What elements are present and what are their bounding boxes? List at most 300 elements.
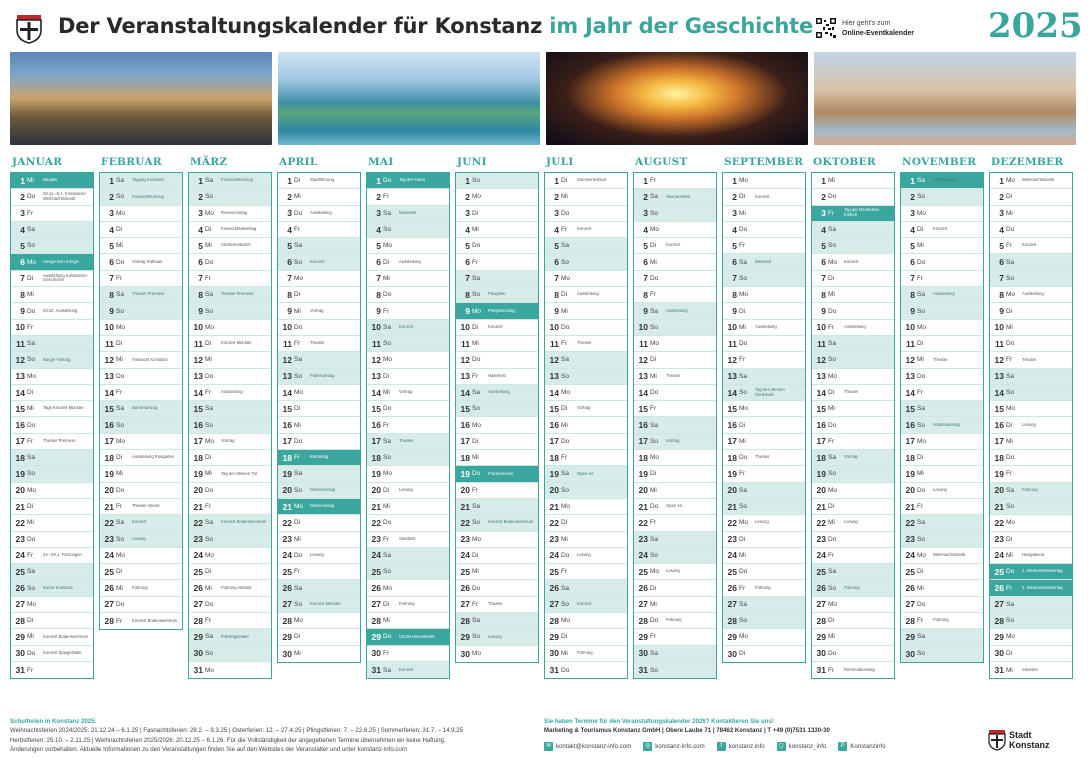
day-row[interactable]	[812, 532, 894, 548]
day-row[interactable]	[990, 369, 1072, 385]
day-row[interactable]	[100, 417, 182, 433]
day-row[interactable]	[634, 189, 716, 205]
day-row[interactable]	[11, 254, 93, 270]
day-row[interactable]	[367, 222, 449, 238]
day-row[interactable]	[456, 369, 538, 385]
day-row[interactable]	[278, 173, 360, 189]
day-row[interactable]	[723, 303, 805, 319]
day-row[interactable]	[812, 515, 894, 531]
day-row[interactable]	[723, 287, 805, 303]
day-row[interactable]	[100, 173, 182, 189]
day-row[interactable]	[812, 271, 894, 287]
day-row[interactable]	[189, 580, 271, 596]
day-row[interactable]	[278, 369, 360, 385]
day-row[interactable]	[456, 417, 538, 433]
day-row[interactable]	[278, 548, 360, 564]
day-row[interactable]	[278, 515, 360, 531]
day-row[interactable]	[723, 189, 805, 205]
day-row[interactable]	[456, 548, 538, 564]
day-row[interactable]	[11, 466, 93, 482]
day-row[interactable]	[367, 662, 449, 678]
day-row[interactable]	[545, 222, 627, 238]
day-row[interactable]	[634, 320, 716, 336]
day-row[interactable]	[812, 613, 894, 629]
web-link[interactable]: ◎ konstanz-info.com	[645, 742, 705, 750]
day-row[interactable]	[901, 417, 983, 433]
day-row[interactable]	[634, 254, 716, 270]
day-row[interactable]	[100, 189, 182, 205]
day-row[interactable]	[11, 222, 93, 238]
day-row[interactable]	[812, 369, 894, 385]
day-row[interactable]	[990, 417, 1072, 433]
day-row[interactable]	[189, 466, 271, 482]
facebook-link[interactable]: f konstanz.info	[717, 742, 765, 751]
day-row[interactable]	[367, 434, 449, 450]
day-row[interactable]	[990, 173, 1072, 189]
day-row[interactable]	[456, 597, 538, 613]
day-row[interactable]	[545, 434, 627, 450]
day-row[interactable]	[100, 597, 182, 613]
day-row[interactable]	[278, 206, 360, 222]
day-row[interactable]	[901, 238, 983, 254]
day-row[interactable]	[367, 450, 449, 466]
day-row[interactable]	[367, 597, 449, 613]
day-row[interactable]	[812, 173, 894, 189]
day-row[interactable]	[367, 515, 449, 531]
day-row[interactable]	[812, 254, 894, 270]
day-row[interactable]	[812, 303, 894, 319]
day-row[interactable]	[11, 385, 93, 401]
day-row[interactable]	[723, 336, 805, 352]
day-row[interactable]	[545, 385, 627, 401]
day-row[interactable]	[100, 369, 182, 385]
day-row[interactable]	[634, 303, 716, 319]
day-row[interactable]	[367, 369, 449, 385]
day-row[interactable]	[189, 564, 271, 580]
day-row[interactable]	[723, 548, 805, 564]
day-row[interactable]	[278, 564, 360, 580]
instagram-link[interactable]: ◻ konstanz_info	[778, 742, 827, 750]
day-row[interactable]	[278, 450, 360, 466]
day-row[interactable]	[901, 320, 983, 336]
day-row[interactable]	[812, 499, 894, 515]
day-row[interactable]	[367, 580, 449, 596]
day-row[interactable]	[11, 303, 93, 319]
day-row[interactable]	[456, 434, 538, 450]
day-row[interactable]	[11, 646, 93, 662]
day-row[interactable]	[189, 499, 271, 515]
day-row[interactable]	[901, 629, 983, 645]
day-row[interactable]	[634, 613, 716, 629]
pinterest-link[interactable]: P Konstanzinfo	[838, 742, 885, 751]
day-row[interactable]	[990, 597, 1072, 613]
day-row[interactable]	[278, 189, 360, 205]
day-row[interactable]	[812, 352, 894, 368]
day-row[interactable]	[812, 320, 894, 336]
day-row[interactable]	[278, 417, 360, 433]
day-row[interactable]	[456, 222, 538, 238]
day-row[interactable]	[456, 401, 538, 417]
day-row[interactable]	[189, 320, 271, 336]
day-row[interactable]	[367, 189, 449, 205]
day-row[interactable]	[634, 173, 716, 189]
day-row[interactable]	[990, 466, 1072, 482]
day-row[interactable]	[634, 532, 716, 548]
day-row[interactable]	[634, 564, 716, 580]
day-row[interactable]	[100, 515, 182, 531]
day-row[interactable]	[545, 320, 627, 336]
day-row[interactable]	[901, 613, 983, 629]
day-row[interactable]	[901, 189, 983, 205]
day-row[interactable]	[723, 352, 805, 368]
day-row[interactable]	[11, 189, 93, 205]
day-row[interactable]	[812, 662, 894, 678]
day-row[interactable]	[189, 336, 271, 352]
day-row[interactable]	[901, 173, 983, 189]
day-row[interactable]	[990, 564, 1072, 580]
day-row[interactable]	[456, 515, 538, 531]
day-row[interactable]	[901, 352, 983, 368]
day-row[interactable]	[278, 401, 360, 417]
day-row[interactable]	[11, 450, 93, 466]
day-row[interactable]	[456, 629, 538, 645]
day-row[interactable]	[990, 499, 1072, 515]
day-row[interactable]	[723, 629, 805, 645]
day-row[interactable]	[456, 352, 538, 368]
day-row[interactable]	[901, 271, 983, 287]
day-row[interactable]	[189, 303, 271, 319]
day-row[interactable]	[990, 483, 1072, 499]
email-link[interactable]: ✉ kontakt@konstanz-info.com	[545, 742, 632, 750]
day-row[interactable]	[456, 287, 538, 303]
day-row[interactable]	[990, 287, 1072, 303]
day-row[interactable]	[367, 320, 449, 336]
day-row[interactable]	[367, 385, 449, 401]
day-row[interactable]	[189, 222, 271, 238]
day-row[interactable]	[367, 466, 449, 482]
day-row[interactable]	[11, 483, 93, 499]
day-row[interactable]	[456, 466, 538, 482]
day-row[interactable]	[100, 483, 182, 499]
day-row[interactable]	[189, 483, 271, 499]
day-row[interactable]	[367, 532, 449, 548]
day-row[interactable]	[189, 352, 271, 368]
day-row[interactable]	[723, 271, 805, 287]
day-row[interactable]	[11, 320, 93, 336]
day-row[interactable]	[11, 369, 93, 385]
day-row[interactable]	[278, 222, 360, 238]
day-row[interactable]	[456, 303, 538, 319]
day-row[interactable]	[723, 450, 805, 466]
day-row[interactable]	[367, 499, 449, 515]
day-row[interactable]	[189, 271, 271, 287]
day-row[interactable]	[100, 466, 182, 482]
day-row[interactable]	[278, 434, 360, 450]
day-row[interactable]	[456, 450, 538, 466]
day-row[interactable]	[812, 434, 894, 450]
day-row[interactable]	[634, 646, 716, 662]
day-row[interactable]	[100, 206, 182, 222]
day-row[interactable]	[278, 597, 360, 613]
day-row[interactable]	[812, 287, 894, 303]
day-row[interactable]	[11, 499, 93, 515]
day-row[interactable]	[723, 238, 805, 254]
day-row[interactable]	[990, 613, 1072, 629]
day-row[interactable]	[634, 222, 716, 238]
day-row[interactable]	[11, 548, 93, 564]
day-row[interactable]	[812, 646, 894, 662]
day-row[interactable]	[901, 532, 983, 548]
day-row[interactable]	[11, 564, 93, 580]
day-row[interactable]	[189, 515, 271, 531]
day-row[interactable]	[545, 254, 627, 270]
day-row[interactable]	[901, 515, 983, 531]
day-row[interactable]	[634, 385, 716, 401]
day-row[interactable]	[990, 580, 1072, 596]
day-row[interactable]	[189, 206, 271, 222]
online-calendar-link[interactable]: Hier geht's zum Online-Eventkalender	[842, 20, 914, 37]
day-row[interactable]	[367, 564, 449, 580]
day-row[interactable]	[634, 369, 716, 385]
day-row[interactable]	[11, 434, 93, 450]
day-row[interactable]	[456, 271, 538, 287]
day-row[interactable]	[723, 597, 805, 613]
day-row[interactable]	[545, 646, 627, 662]
day-row[interactable]	[634, 483, 716, 499]
day-row[interactable]	[11, 336, 93, 352]
day-row[interactable]	[11, 206, 93, 222]
day-row[interactable]	[100, 434, 182, 450]
day-row[interactable]	[456, 238, 538, 254]
day-row[interactable]	[545, 613, 627, 629]
day-row[interactable]	[545, 499, 627, 515]
day-row[interactable]	[723, 564, 805, 580]
day-row[interactable]	[100, 580, 182, 596]
day-row[interactable]	[11, 580, 93, 596]
day-row[interactable]	[11, 613, 93, 629]
day-row[interactable]	[456, 254, 538, 270]
day-row[interactable]	[189, 629, 271, 645]
day-row[interactable]	[990, 629, 1072, 645]
day-row[interactable]	[456, 189, 538, 205]
day-row[interactable]	[278, 385, 360, 401]
day-row[interactable]	[812, 548, 894, 564]
day-row[interactable]	[278, 271, 360, 287]
day-row[interactable]	[11, 417, 93, 433]
day-row[interactable]	[456, 320, 538, 336]
day-row[interactable]	[189, 189, 271, 205]
day-row[interactable]	[456, 499, 538, 515]
day-row[interactable]	[723, 434, 805, 450]
day-row[interactable]	[723, 483, 805, 499]
day-row[interactable]	[189, 173, 271, 189]
day-row[interactable]	[100, 271, 182, 287]
day-row[interactable]	[634, 499, 716, 515]
day-row[interactable]	[901, 303, 983, 319]
day-row[interactable]	[990, 238, 1072, 254]
day-row[interactable]	[990, 352, 1072, 368]
day-row[interactable]	[990, 189, 1072, 205]
day-row[interactable]	[545, 466, 627, 482]
day-row[interactable]	[901, 206, 983, 222]
day-row[interactable]	[456, 580, 538, 596]
day-row[interactable]	[812, 483, 894, 499]
day-row[interactable]	[901, 287, 983, 303]
day-row[interactable]	[990, 271, 1072, 287]
day-row[interactable]	[634, 548, 716, 564]
day-row[interactable]	[456, 564, 538, 580]
day-row[interactable]	[278, 336, 360, 352]
day-row[interactable]	[723, 206, 805, 222]
day-row[interactable]	[545, 287, 627, 303]
day-row[interactable]	[11, 271, 93, 287]
day-row[interactable]	[545, 580, 627, 596]
day-row[interactable]	[278, 320, 360, 336]
day-row[interactable]	[367, 417, 449, 433]
day-row[interactable]	[189, 532, 271, 548]
day-row[interactable]	[456, 206, 538, 222]
day-row[interactable]	[367, 287, 449, 303]
day-row[interactable]	[901, 580, 983, 596]
day-row[interactable]	[812, 336, 894, 352]
day-row[interactable]	[545, 303, 627, 319]
day-row[interactable]	[278, 352, 360, 368]
day-row[interactable]	[545, 515, 627, 531]
day-row[interactable]	[634, 417, 716, 433]
day-row[interactable]	[545, 238, 627, 254]
day-row[interactable]	[11, 629, 93, 645]
day-row[interactable]	[11, 352, 93, 368]
day-row[interactable]	[723, 173, 805, 189]
day-row[interactable]	[990, 515, 1072, 531]
day-row[interactable]	[278, 287, 360, 303]
day-row[interactable]	[11, 401, 93, 417]
day-row[interactable]	[545, 483, 627, 499]
day-row[interactable]	[723, 499, 805, 515]
day-row[interactable]	[189, 646, 271, 662]
day-row[interactable]	[11, 173, 93, 189]
day-row[interactable]	[367, 303, 449, 319]
day-row[interactable]	[545, 417, 627, 433]
day-row[interactable]	[634, 238, 716, 254]
day-row[interactable]	[723, 417, 805, 433]
day-row[interactable]	[812, 385, 894, 401]
qr-code-icon[interactable]	[816, 18, 836, 38]
day-row[interactable]	[100, 222, 182, 238]
day-row[interactable]	[634, 336, 716, 352]
day-row[interactable]	[812, 401, 894, 417]
day-row[interactable]	[367, 254, 449, 270]
day-row[interactable]	[901, 499, 983, 515]
day-row[interactable]	[100, 548, 182, 564]
day-row[interactable]	[990, 206, 1072, 222]
day-row[interactable]	[990, 434, 1072, 450]
day-row[interactable]	[723, 532, 805, 548]
day-row[interactable]	[367, 352, 449, 368]
day-row[interactable]	[189, 434, 271, 450]
day-row[interactable]	[100, 303, 182, 319]
day-row[interactable]	[634, 450, 716, 466]
day-row[interactable]	[901, 401, 983, 417]
day-row[interactable]	[100, 238, 182, 254]
day-row[interactable]	[901, 597, 983, 613]
day-row[interactable]	[100, 352, 182, 368]
day-row[interactable]	[990, 532, 1072, 548]
day-row[interactable]	[456, 336, 538, 352]
day-row[interactable]	[11, 287, 93, 303]
day-row[interactable]	[100, 401, 182, 417]
day-row[interactable]	[901, 336, 983, 352]
day-row[interactable]	[189, 662, 271, 678]
day-row[interactable]	[189, 369, 271, 385]
day-row[interactable]	[545, 548, 627, 564]
day-row[interactable]	[456, 646, 538, 662]
day-row[interactable]	[723, 466, 805, 482]
day-row[interactable]	[545, 206, 627, 222]
day-row[interactable]	[367, 401, 449, 417]
day-row[interactable]	[634, 287, 716, 303]
day-row[interactable]	[545, 662, 627, 678]
day-row[interactable]	[189, 385, 271, 401]
day-row[interactable]	[634, 401, 716, 417]
day-row[interactable]	[990, 450, 1072, 466]
day-row[interactable]	[100, 450, 182, 466]
day-row[interactable]	[367, 206, 449, 222]
day-row[interactable]	[367, 173, 449, 189]
day-row[interactable]	[278, 613, 360, 629]
day-row[interactable]	[634, 434, 716, 450]
day-row[interactable]	[990, 320, 1072, 336]
day-row[interactable]	[634, 515, 716, 531]
day-row[interactable]	[278, 646, 360, 662]
day-row[interactable]	[278, 580, 360, 596]
day-row[interactable]	[545, 271, 627, 287]
day-row[interactable]	[278, 499, 360, 515]
day-row[interactable]	[278, 532, 360, 548]
day-row[interactable]	[990, 336, 1072, 352]
day-row[interactable]	[367, 646, 449, 662]
day-row[interactable]	[901, 548, 983, 564]
day-row[interactable]	[100, 564, 182, 580]
day-row[interactable]	[812, 238, 894, 254]
day-row[interactable]	[456, 483, 538, 499]
day-row[interactable]	[901, 466, 983, 482]
day-row[interactable]	[990, 222, 1072, 238]
day-row[interactable]	[367, 629, 449, 645]
day-row[interactable]	[100, 532, 182, 548]
day-row[interactable]	[723, 222, 805, 238]
day-row[interactable]	[723, 369, 805, 385]
day-row[interactable]	[990, 401, 1072, 417]
day-row[interactable]	[812, 629, 894, 645]
day-row[interactable]	[278, 238, 360, 254]
day-row[interactable]	[11, 662, 93, 678]
day-row[interactable]	[812, 597, 894, 613]
day-row[interactable]	[456, 613, 538, 629]
day-row[interactable]	[723, 385, 805, 401]
day-row[interactable]	[812, 564, 894, 580]
day-row[interactable]	[367, 336, 449, 352]
day-row[interactable]	[189, 401, 271, 417]
day-row[interactable]	[723, 320, 805, 336]
day-row[interactable]	[189, 287, 271, 303]
day-row[interactable]	[634, 271, 716, 287]
day-row[interactable]	[545, 401, 627, 417]
day-row[interactable]	[189, 254, 271, 270]
day-row[interactable]	[11, 238, 93, 254]
day-row[interactable]	[812, 466, 894, 482]
day-row[interactable]	[367, 238, 449, 254]
